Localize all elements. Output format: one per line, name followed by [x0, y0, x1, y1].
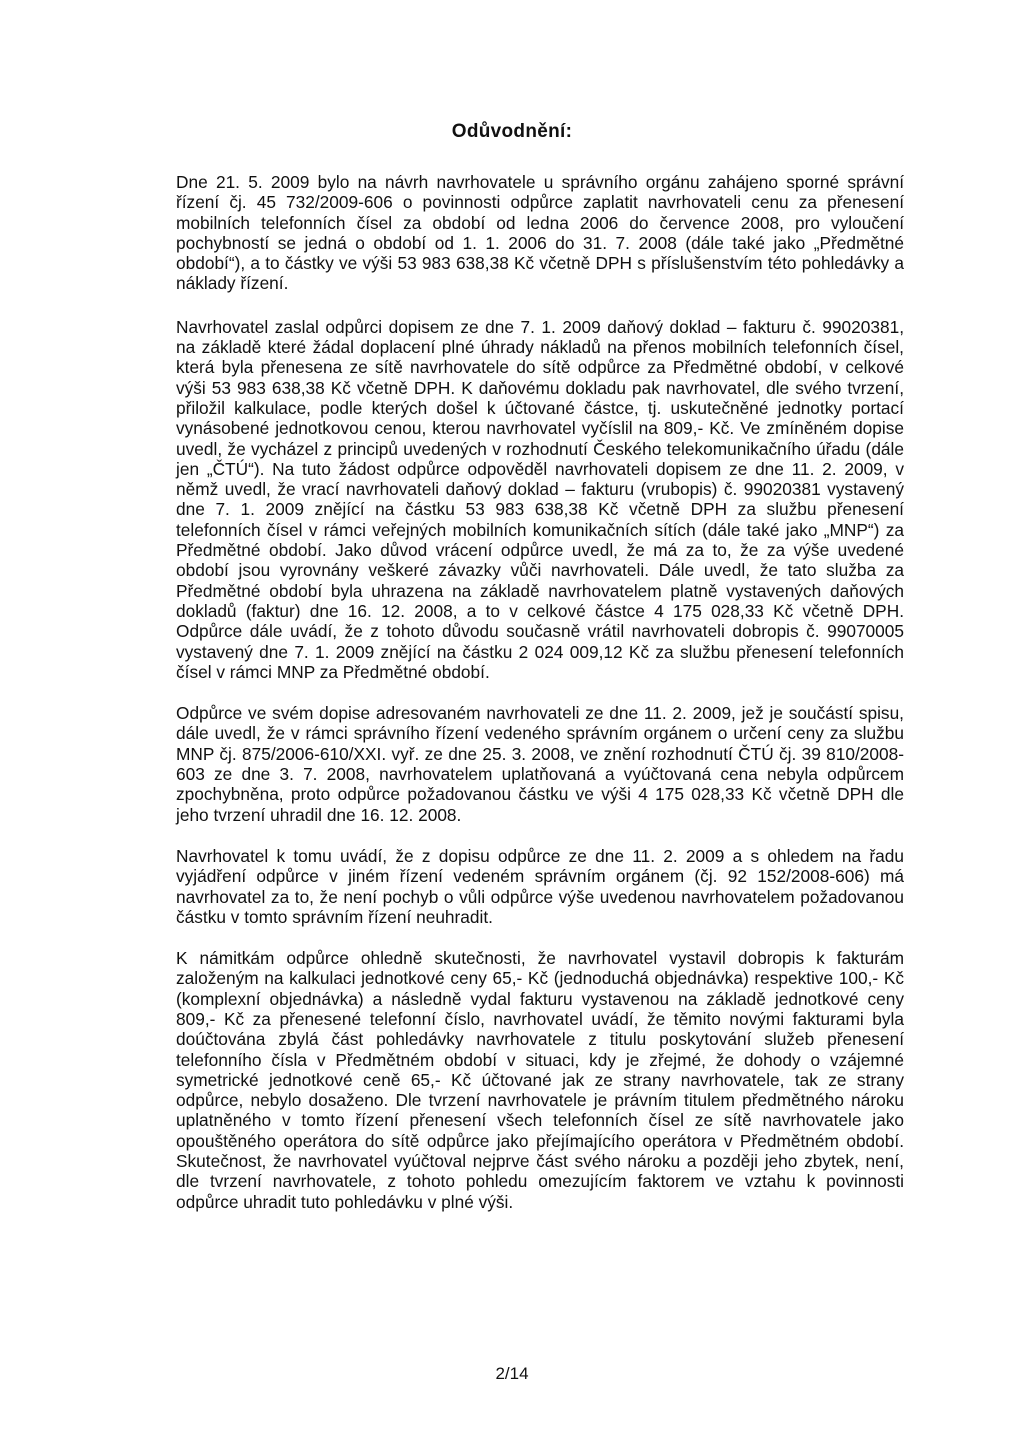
paragraph-4: Navrhovatel k tomu uvádí, že z dopisu odpůrce ze dne 11. 2. 2009 a s ohledem na řadu vyjádření odpůrce v jiném řízení vedeném správním orgánem (čj. 92 152/2008-606) má navrhovatel za to, že není pochyb o vůli odpůrce výše uvedenou navrhovatelem požadovanou částku v tomto správním řízení neuhradit. [176, 845, 904, 927]
paragraph-5: K námitkám odpůrce ohledně skutečnosti, že navrhovatel vystavil dobropis k fakturám založeným na kalkulaci jednotkové ceny 65,- Kč (jednoduchá objednávka) respektive 100,- Kč (komplexní objednávka) a následně vydal fakturu vystavenou na základě jednotkové ceny 809,- Kč za přenesené telefonní číslo, navrhovatel uvádí, že těmito novými fakturami byla doúčtována zbylá část pohledávky navrhovatele z titulu poskytování služeb přenesení telefonního čísla v Předmětném období v situaci, kdy je zřejmé, že dohody o vzájemné symetrické jednotkové ceně 65,- Kč účtované jak ze strany navrhovatele, tak ze strany odpůrce, nebylo dosaženo. Dle tvrzení navrhovatele je právním titulem předmětného nároku uplatněného v tomto řízení přenesení všech telefonních čísel ze sítě navrhovatele jako opouštěného operátora do sítě odpůrce jako přejímajícího operátora v Předmětném období. Skutečnost, že navrhovatel vyúčtoval nejprve část svého nároku a později jeho zbytek, není, dle tvrzení navrhovatele, z tohoto pohledu omezujícím faktorem ve vztahu k povinnosti odpůrce uhradit tuto pohledávku v plné výši. [176, 948, 904, 1212]
body-text [176, 172, 904, 1212]
page-number: 2/14 [495, 1364, 529, 1383]
paragraph-3: Odpůrce ve svém dopise adresovaném navrhovateli ze dne 11. 2. 2009, jež je součástí spisu, dále uvedl, že v rámci správního řízení vedeného správním orgánem o určení ceny za službu MNP čj. 875/2006-610/XXI. vyř. ze dne 25. 3. 2008, ve znění rozhodnutí ČTÚ čj. 39 810/2008-603 ze dne 3. 7. 2008, navrhovatelem uplatňovaná a vyúčtovaná cena nebyla odpůrcem zpochybněna, proto odpůrce požadovanou částku ve výši 4 175 028,33 Kč včetně DPH dle jeho tvrzení uhradil dne 16. 12. 2008. [176, 703, 904, 825]
paragraph-1: Dne 21. 5. 2009 bylo na návrh navrhovatele u správního orgánu zahájeno sporné správní řízení čj. 45 732/2009-606 o povinnosti odpůrce zaplatit navrhovateli cenu za přenesení mobilních telefonních čísel za období od ledna 2006 do července 2008, pro vyloučení pochybností se jedná o období od 1. 1. 2006 do 31. 7. 2008 (dále také jako „Předmětné období“), a to částky ve výši 53 983 638,38 Kč včetně DPH s příslušenstvím této pohledávky a náklady řízení. [176, 172, 904, 294]
paragraph-2: Navrhovatel zaslal odpůrci dopisem ze dne 7. 1. 2009 daňový doklad – fakturu č. 99020381, na základě které žádal doplacení plné úhrady nákladů na přenos mobilních telefonních čísel, která byla přenesena ze sítě navrhovatele do sítě odpůrce za Předmětné období, v celkové výši 53 983 638,38 Kč včetně DPH. K daňovému dokladu pak navrhovatel, dle svého tvrzení, přiložil kalkulace, podle kterých došel k účtované částce, tj. uskutečněné jednotky portací vynásobené jednotkovou cenou, kterou navrhovatel vyčíslil na 809,- Kč. Ve zmíněném dopise uvedl, že vycházel z principů uvedených v rozhodnutí Českého telekomunikačního úřadu (dále jen „ČTÚ“). Na tuto žádost odpůrce odpověděl navrhovateli dopisem ze dne 11. 2. 2009, v němž uvedl, že vrací navrhovateli daňový doklad – fakturu (vrubopis) č. 99020381 vystavený dne 7. 1. 2009 znějící na částku 53 983 638,38 Kč včetně DPH za službu přenesení telefonních čísel v rámci veřejných mobilních komunikačních sítích (dále také jako „MNP“) za Předmětné období. Jako důvod vrácení odpůrce uvedl, že má za to, že za výše uvedené období jsou vyrovnány veškeré závazky vůči navrhovateli. Dále uvedl, že tato služba za Předmětné období byla uhrazena na základě navrhovatelem platně vystavených daňových dokladů (faktur) dne 16. 12. 2008, a to v celkové částce 4 175 028,33 Kč včetně DPH. Odpůrce dále uvádí, že z tohoto důvodu současně vrátil navrhovateli dobropis č. 99070005 vystavený dne 7. 1. 2009 znějící na částku 2 024 009,12 Kč za službu přenesení telefonních čísel v rámci MNP za Předmětné období. [176, 316, 904, 682]
section-heading: Odůvodnění: [451, 121, 573, 142]
